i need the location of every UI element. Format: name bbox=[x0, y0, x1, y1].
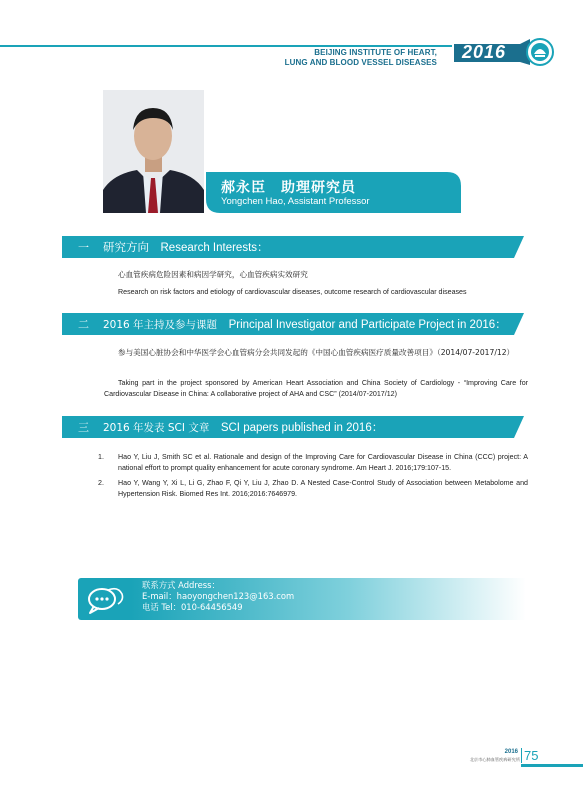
contact-box bbox=[78, 578, 526, 620]
chat-bubbles-icon bbox=[78, 578, 131, 620]
footer-strip bbox=[521, 764, 583, 767]
section-title bbox=[103, 419, 383, 435]
section-title: 研究方向 Research Interests： bbox=[103, 242, 269, 254]
section-number: 二 bbox=[78, 318, 89, 331]
section-title-en: SCI papers published in 2016： bbox=[220, 422, 384, 434]
year-text: 2016 bbox=[462, 42, 507, 62]
reference-text: Hao Y, Liu J, Smith SC et al. Rationale and design of the Improving Care for Cardiovascular Disease in China (CCC) project: A national effort to prompt quality enhancement for acute coronary syndrome. Am Heart J. 2016;179:107-15. bbox=[118, 453, 528, 472]
name-english: Yongchen Hao, Assistant Professor bbox=[221, 196, 370, 207]
contact-icon-box bbox=[78, 578, 131, 620]
research-interests-en: Research on risk factors and etiology of cardiovascular diseases, outcome research of cardiovascular diseases bbox=[118, 288, 467, 296]
section-title-cn: 2016 年主持及参与课题 bbox=[103, 319, 218, 331]
project-description-en: Taking part in the project sponsored by American Heart Association and China Society of Cardiology - “Improving Care for Cardiovascular Disease in China: A collaborative project of AHA and CSC” (2014/07-2017/12) bbox=[104, 379, 528, 398]
page-number: 75 bbox=[524, 748, 539, 763]
institute-emblem-icon bbox=[526, 38, 554, 66]
section-title-cn: 2016 年发表 SCI 文章 bbox=[103, 422, 210, 434]
name-banner bbox=[206, 172, 461, 213]
section-number: 三 bbox=[78, 421, 89, 434]
reference-item bbox=[98, 452, 528, 473]
name-chinese: 郝永臣 助理研究员 bbox=[221, 180, 356, 196]
reference-item bbox=[98, 478, 528, 499]
contact-phone: 电话 Tel：010-64456549 bbox=[142, 602, 243, 613]
research-interests-cn: 心血管疾病危险因素和病因学研究，心血管疾病实效研究 bbox=[118, 270, 308, 279]
profile-photo bbox=[103, 90, 204, 213]
reference-list bbox=[98, 452, 528, 504]
contact-label: 联系方式 Address： bbox=[142, 580, 220, 590]
section-number: 一 bbox=[78, 241, 89, 254]
section-research-interests bbox=[62, 236, 524, 258]
institute-name bbox=[197, 48, 437, 68]
institute-name-line2: LUNG AND BLOOD VESSEL DISEASES bbox=[284, 58, 437, 67]
section-title bbox=[103, 316, 507, 332]
footer-year: 2016 bbox=[504, 749, 518, 755]
reference-number: 1. bbox=[98, 453, 104, 461]
footer-divider bbox=[521, 748, 522, 763]
project-description-cn: 参与美国心脏协会和中华医学会心血管病分会共同发起的《中国心血管疾病医疗质量改善项目》（2014/07-2017/12） bbox=[118, 348, 515, 357]
section-title-en: Principal Investigator and Participate Project in 2016： bbox=[228, 319, 507, 331]
institute-name-line1: BEIJING INSTITUTE OF HEART, bbox=[314, 48, 437, 57]
reference-number: 2. bbox=[98, 479, 104, 487]
section-projects bbox=[62, 313, 524, 335]
reference-text: Hao Y, Wang Y, Xi L, Li G, Zhao F, Qi Y, Liu J, Zhao D. A Nested Case-Control Study of Association between Metabolome and Hypertension Risk. Biomed Res Int. 2016;2016:7646979. bbox=[118, 479, 528, 498]
footer-org: 北京市心肺血管疾病研究所 bbox=[469, 757, 520, 762]
section-sci-papers bbox=[62, 416, 524, 438]
header-rule bbox=[0, 45, 452, 47]
contact-details bbox=[142, 580, 294, 614]
contact-email: E-mail：haoyongchen123@163.com bbox=[142, 591, 295, 602]
